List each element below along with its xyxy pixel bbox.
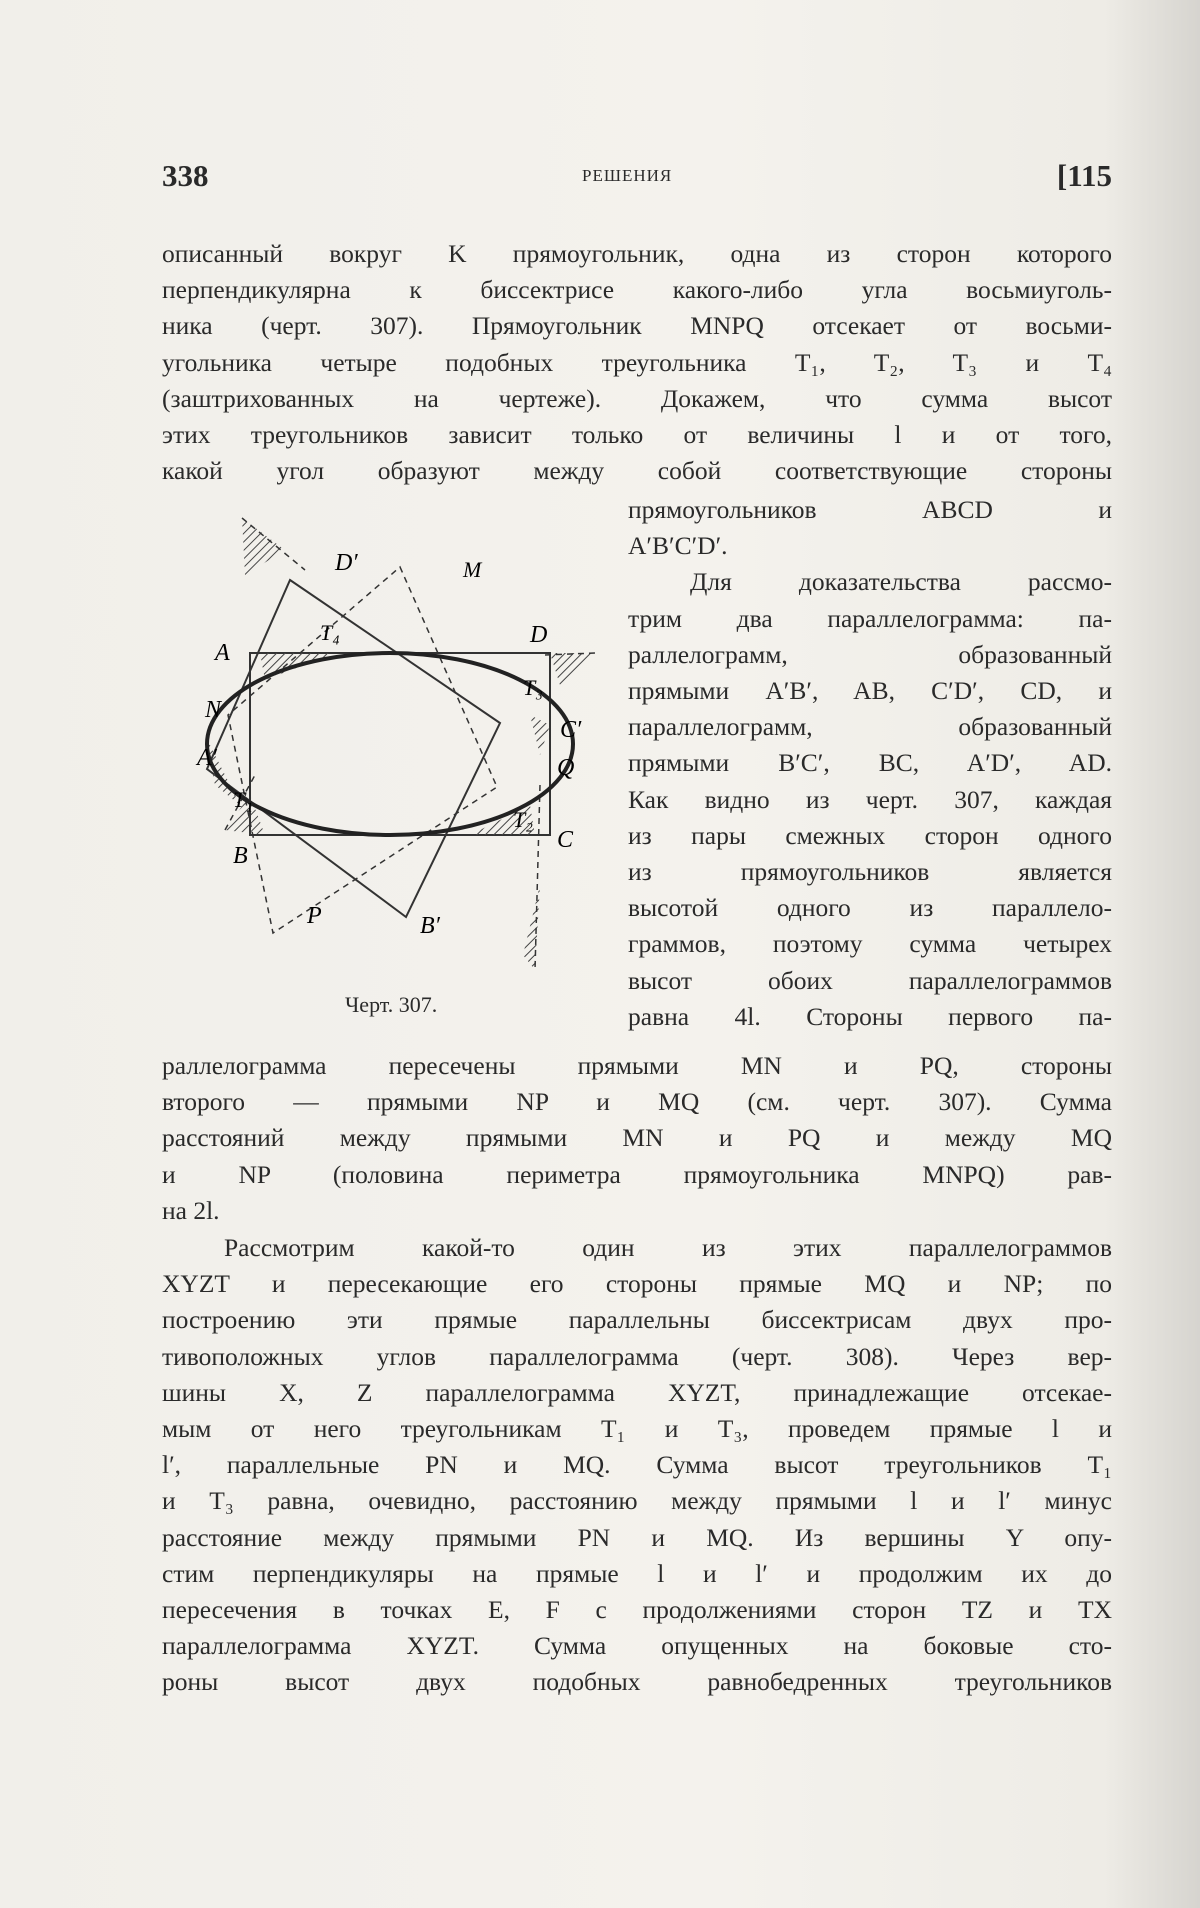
text-line: какой угол образуют между собой соответствующие стороны	[162, 456, 1112, 486]
label-c: C	[557, 827, 574, 853]
dashed-line	[535, 785, 540, 970]
text-line: тивоположных углов параллелограмма (черт. 308). Через вер-	[162, 1341, 1112, 1371]
text-line: прямыми B′C′, BC, A′D′, AD.	[628, 748, 1112, 778]
rectangle-abcd	[250, 653, 550, 835]
label-b: B	[233, 843, 248, 869]
label-n: N	[205, 697, 222, 723]
label-t3: T₃	[523, 675, 543, 700]
figure-caption: Черт. 307.	[345, 992, 438, 1017]
text-line: l′, параллельные PN и MQ. Сумма высот треугольников T₁	[162, 1450, 1112, 1480]
hatch-corner-tl	[242, 518, 285, 575]
label-a: A	[215, 640, 230, 666]
text-line: из прямоугольников является	[628, 857, 1112, 887]
text-line: прямыми A′B′, AB, C′D′, CD, и	[628, 676, 1112, 706]
label-a1: A′	[197, 745, 217, 771]
text-line: стим перпендикуляры на прямые l и l′ и продолжим их до	[162, 1558, 1112, 1588]
page-header	[162, 158, 1112, 198]
text-line: Как видно из черт. 307, каждая	[628, 784, 1112, 814]
figure-307	[195, 505, 615, 985]
label-m: M	[463, 557, 482, 582]
text-line: параллелограмма XYZT. Сумма опущенных на боковые сто-	[162, 1631, 1112, 1661]
running-head: РЕШЕНИЯ	[582, 166, 673, 185]
hatch-corner-tr	[550, 653, 595, 685]
text-line: параллелограмм, образованный	[628, 712, 1112, 742]
label-t4: T₄	[320, 620, 340, 645]
text-line: XYZT и пересекающие его стороны прямые MQ и NP; по	[162, 1269, 1112, 1299]
text-line: из пары смежных сторон одного	[628, 820, 1112, 850]
text-line: роны высот двух подобных равнобедренных треугольников	[162, 1667, 1112, 1697]
text-line: второго — прямыми NP и MQ (см. черт. 307). Сумма	[162, 1087, 1112, 1117]
label-d: D	[530, 622, 548, 648]
rectangle-mnpq	[228, 567, 497, 933]
text-line: высот обоих параллелограммов	[628, 965, 1112, 995]
label-c1: C′	[560, 717, 582, 743]
text-line: пересечения в точках E, F с продолжениями сторон TZ и TX	[162, 1595, 1112, 1625]
text-line: раллелограмм, образованный	[628, 639, 1112, 669]
text-line: ника (черт. 307). Прямоугольник MNPQ отсекает от восьми-	[162, 311, 1112, 341]
text-line: перпендикулярна к биссектрисе какого-либо угла восьмиуголь-	[162, 275, 1112, 305]
label-q: Q	[557, 755, 575, 781]
text-line: описанный вокруг K прямоугольник, одна из сторон которого	[162, 239, 1112, 268]
paragraph-continue	[162, 1048, 1112, 1229]
text-line: прямоугольников ABCD и	[628, 495, 1112, 524]
triangle-t3	[530, 715, 550, 755]
text-line: угольника четыре подобных треугольника T₁, T₂, T₃ и T₄	[162, 347, 1112, 377]
text-line: построению эти прямые параллельны биссектрисам двух про-	[162, 1305, 1112, 1335]
text-line: Для доказательства рассмо-	[690, 567, 1112, 597]
label-t1: T₁	[233, 787, 253, 812]
paragraph-bottom	[162, 1230, 1112, 1701]
text-line: (заштрихованных на чертеже). Докажем, что сумма высот	[162, 383, 1112, 413]
section-number: [115	[1056, 158, 1112, 193]
label-p: P	[307, 903, 322, 929]
text-line: расстояние между прямыми PN и MQ. Из вершины Y опу-	[162, 1522, 1112, 1552]
text-line: граммов, поэтому сумма четырех	[628, 929, 1112, 959]
label-d1: D′	[335, 550, 358, 576]
text-line: высотой одного из параллело-	[628, 893, 1112, 923]
text-line: на 2l.	[162, 1195, 220, 1225]
label-t2: T₂	[513, 807, 533, 832]
text-line: мым от него треугольникам T₁ и T₃, проведем прямые l и	[162, 1414, 1112, 1444]
text-line: шины X, Z параллелограмма XYZT, принадлежащие отсекае-	[162, 1377, 1112, 1407]
text-line: A′B′C′D′.	[628, 531, 728, 561]
paragraph-top	[162, 236, 1112, 489]
text-line: равна 4l. Стороны первого па-	[628, 1001, 1112, 1031]
page-number: 338	[162, 158, 209, 193]
text-line: трим два параллелограмма: па-	[628, 603, 1112, 633]
paragraph-right-of-figure	[628, 492, 1112, 1035]
text-line: и T₃ равна, очевидно, расстоянию между прямыми l и l′ минус	[162, 1486, 1112, 1516]
text-line: расстояний между прямыми MN и PQ и между MQ	[162, 1123, 1112, 1153]
text-line: Рассмотрим какой-то один из этих параллелограммов	[224, 1233, 1112, 1262]
figure-307-drawing	[195, 505, 615, 985]
text-line: раллелограмма пересечены прямыми MN и PQ, стороны	[162, 1051, 1112, 1080]
text-line: этих треугольников зависит только от величины l и от того,	[162, 420, 1112, 450]
label-b1: B′	[420, 913, 440, 939]
text-line: и NP (половина периметра прямоугольника MNPQ) рав-	[162, 1159, 1112, 1189]
